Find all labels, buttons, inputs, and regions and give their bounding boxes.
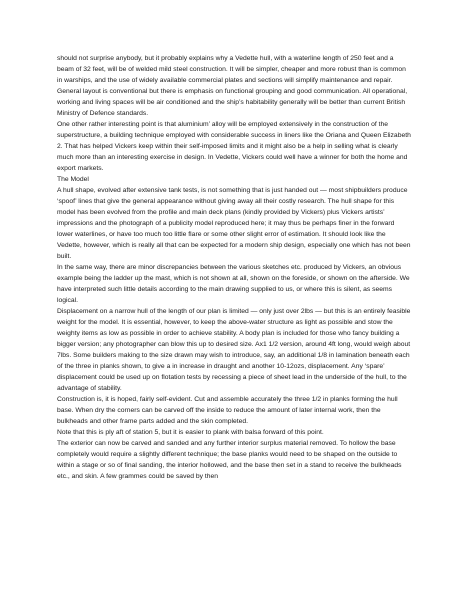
paragraph-exterior-carving: The exterior can now be carved and sanded and any further interior surplus material removed. To hollow the base completely would require a slightly different technique; the base planks would need to be shaped on the outside to within a stage or so of final sanding, the interior hollowed, and the base then set in a stand to receive the bulkheads etc., and skin. A few grammes could be saved by then — [57, 440, 402, 480]
paragraph-hull-construction: should not surprise anybody, but it probably explains why a Vedette hull, with a waterline length of 250 feet and a beam of 32 feet, will be of welded mild steel construction. It will be simpler, cheaper and more robust than is common in warships, and the use of widely available commercial plates and sections will simplify maintenance and repair. General layout is conventional but there is emphasis on functional grouping and good communication. All operational, working and living spaces will be air conditioned and the ship’s habitability generally will be better than current British Ministry of Defence standards. — [57, 55, 408, 117]
paragraph-hull-shape: A hull shape, evolved after extensive tank tests, is not something that is just handed out — most shipbuilders produce ‘spoof’ lines that give the general appearance without giving away all their costly research. The hull shape for this model has been evolved from the profile and main deck plans (kindly provided by Vickers) plus Vickers artists’ impressions and the photograph of a publicity model reproduced here; it may thus be perhaps finer in the forward lower waterlines, or have too much too little flare or some other slight error of estimation. It should look like the Vedette, however, which is really all that can be expected for a modern ship design, especially one which has not been built. — [57, 187, 411, 260]
body-text — [57, 53, 412, 482]
paragraph-aluminium-superstructure: One other rather interesting point is that aluminium’ alloy will be employed extensively in the construction of the superstructure, a building technique employed with considerable success in liners like the Oriana and Queen Elizabeth 2. That has helped Vickers keep within their self-imposed limits and it might also be a help in selling what is clearly much more than an interesting exercise in design. In Vedette, Vickers could well have a winner for both the home and export markets. — [57, 121, 411, 172]
paragraph-construction: Construction is, it is hoped, fairly self-evident. Cut and assemble accurately the three 1/2 in planks forming the hull base. When dry the corners can be carved off the inside to reduce the amount of later internal work, then the bulkheads and other frame parts added and the skin completed. — [57, 396, 398, 425]
paragraph-displacement: Displacement on a narrow hull of the length of our plan is limited — only just over 2lbs — but this is an entirely feasible weight for the model. It is essential, however, to keep the above-water structure as light as possible and stow the weighty items as low as possible in order to achieve stability. A body plan is included for those who fancy building a bigger version; any photographer can blow this up to desired size. Ax1 1/2 version, around 4ft long, would weigh about 7lbs. Some builders making to the size drawn may wish to introduce, say, an additional 1/8 in lamination beneath each of the three in planks shown, to give a in increase in draught and another 10-12ozs, displacement. Any ‘spare’ displacement could be used up on flotation tests by recessing a piece of sheet lead in the underside of the hull, to the advantage of stability. — [57, 308, 411, 392]
paragraph-discrepancies: In the same way, there are minor discrepancies between the various sketches etc. produced by Vickers, an obvious example being the ladder up the mast, which is not shown at all, shown on the foreside, or shown on the afterside. We have interpreted such little details according to the main drawing supplied to us, or where this is silent, as seems logical. — [57, 264, 410, 304]
section-heading-the-model: The Model — [57, 176, 89, 183]
paragraph-ply-note: Note that this is ply aft of station 5, but it is easier to plank with balsa forward of this point. — [57, 429, 324, 436]
